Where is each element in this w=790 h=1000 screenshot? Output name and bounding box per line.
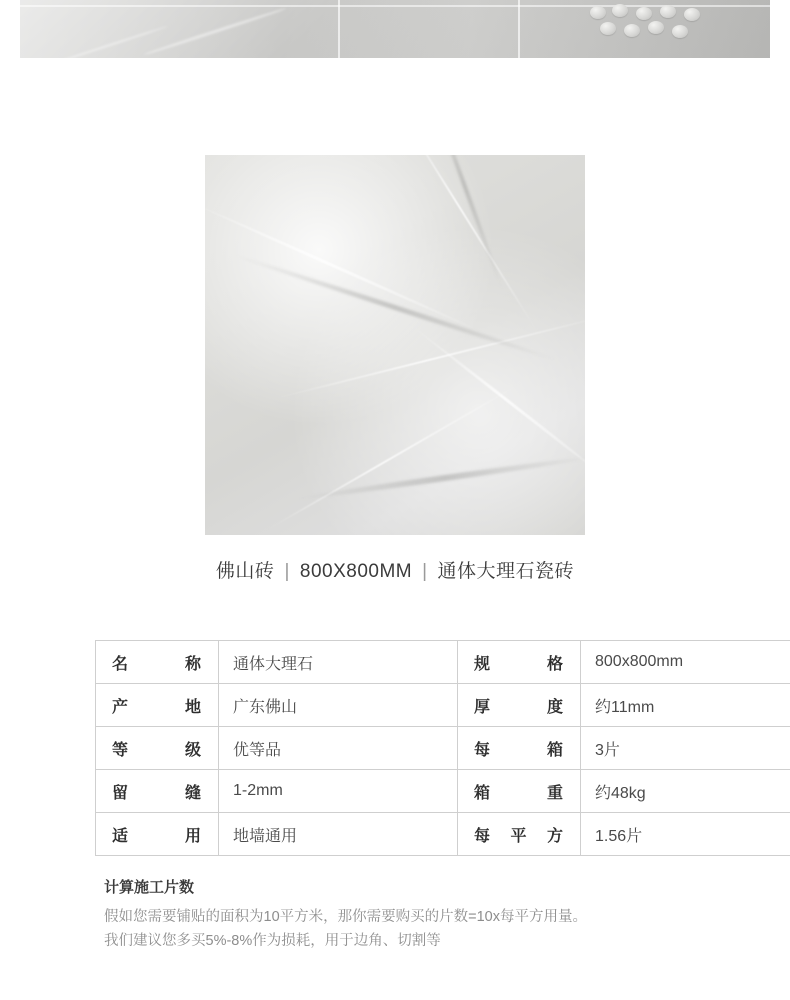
spec-value: 优等品 xyxy=(219,727,458,770)
spec-label: 箱 重 xyxy=(458,770,581,813)
banner-highlight-dots xyxy=(590,4,710,40)
caption-origin: 佛山砖 xyxy=(215,561,275,582)
product-image xyxy=(205,155,585,535)
spec-label: 规 格 xyxy=(458,641,581,684)
spec-value: 3片 xyxy=(581,727,790,770)
spec-label: 每 箱 xyxy=(458,727,581,770)
calculation-note xyxy=(104,876,704,953)
caption-separator: | xyxy=(284,561,290,582)
spec-label: 每平方 xyxy=(458,813,581,856)
spec-label: 产 地 xyxy=(96,684,219,727)
table-row xyxy=(96,813,790,856)
table-row xyxy=(96,684,790,727)
table-row xyxy=(96,770,790,813)
tile-texture xyxy=(205,155,585,535)
product-caption xyxy=(0,556,790,583)
caption-size: 800X800MM xyxy=(299,561,413,582)
banner-seam-vertical xyxy=(518,0,520,58)
table-row xyxy=(96,727,790,770)
specification-table xyxy=(95,640,790,856)
note-title: 计算施工片数 xyxy=(104,879,195,896)
caption-type: 通体大理石瓷砖 xyxy=(437,561,575,582)
note-line-2: 我们建议您多买5%-8%作为损耗，用于边角、切割等 xyxy=(104,933,441,949)
banner-seam-vertical xyxy=(338,0,340,58)
spec-value: 通体大理石 xyxy=(219,641,458,684)
spec-value: 广东佛山 xyxy=(219,684,458,727)
spec-label: 名 称 xyxy=(96,641,219,684)
spec-value: 1-2mm xyxy=(219,770,458,813)
caption-separator: | xyxy=(422,561,428,582)
spec-value: 地墙通用 xyxy=(219,813,458,856)
spec-label: 适 用 xyxy=(96,813,219,856)
table-row xyxy=(96,641,790,684)
note-line-1: 假如您需要铺贴的面积为10平方米，那你需要购买的片数=10x每平方用量。 xyxy=(104,909,587,925)
spec-label: 留 缝 xyxy=(96,770,219,813)
spec-label: 等 级 xyxy=(96,727,219,770)
spec-label: 厚 度 xyxy=(458,684,581,727)
spec-value: 800x800mm xyxy=(581,641,790,684)
spec-value: 约48kg xyxy=(581,770,790,813)
spec-value: 约11mm xyxy=(581,684,790,727)
top-banner-image xyxy=(20,0,770,58)
spec-value: 1.56片 xyxy=(581,813,790,856)
